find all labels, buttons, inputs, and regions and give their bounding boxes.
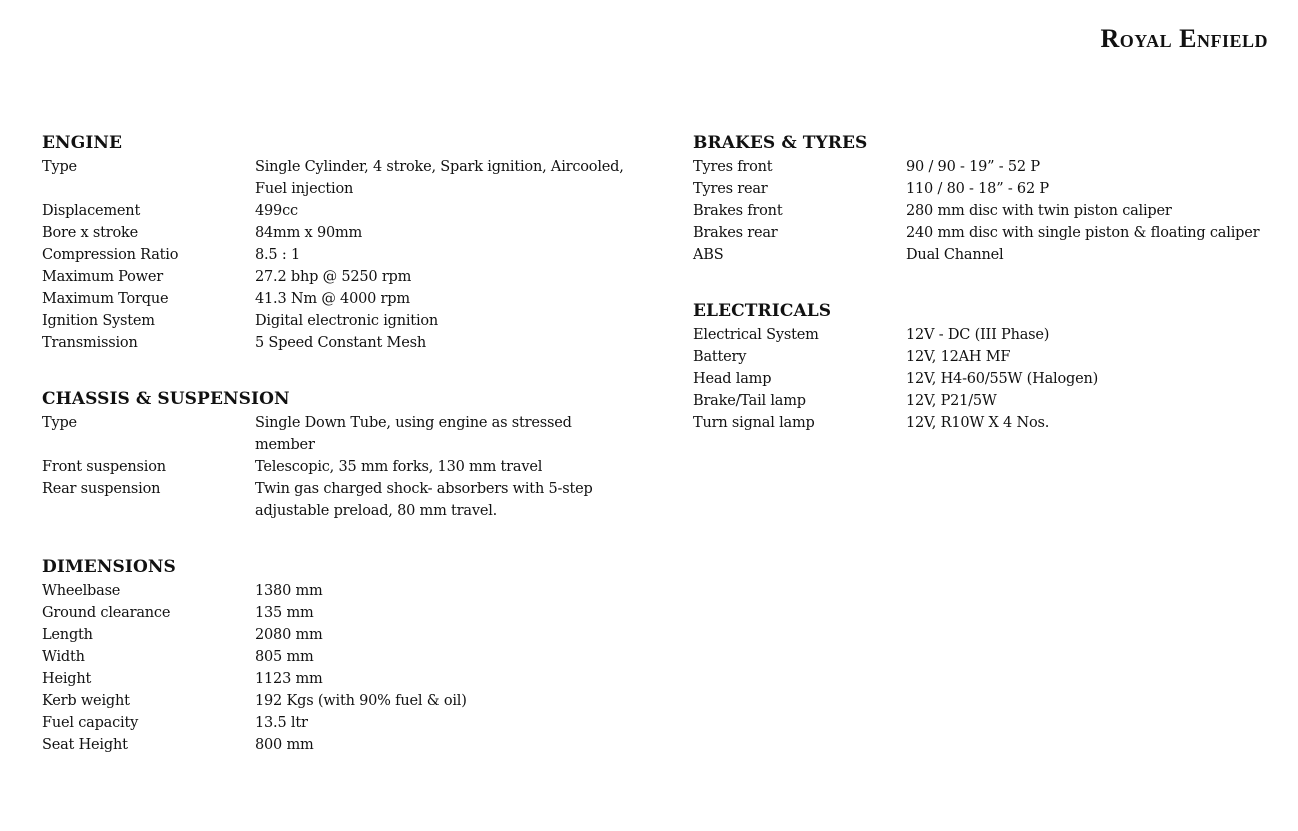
spec-label: Seat Height	[42, 737, 128, 753]
spec-row	[42, 712, 642, 734]
spec-value: 27.2 bhp @ 5250 rpm	[255, 269, 412, 285]
spec-row	[693, 178, 1283, 200]
spec-row	[693, 156, 1283, 178]
spec-value: 280 mm disc with twin piston caliper	[906, 203, 1172, 219]
section-brakes-and-tyres	[693, 133, 1283, 266]
spec-row	[693, 222, 1283, 244]
spec-row	[42, 266, 642, 288]
spec-value: 805 mm	[255, 649, 314, 665]
spec-value: 1380 mm	[255, 583, 323, 599]
spec-label: Length	[42, 627, 93, 643]
spec-label: Displacement	[42, 203, 141, 219]
spec-row	[693, 244, 1283, 266]
spec-label: Compression Ratio	[42, 247, 179, 263]
section-chassis-and-suspension	[42, 389, 642, 522]
spec-label: Width	[42, 649, 85, 665]
spec-row	[42, 332, 642, 354]
spec-row	[42, 580, 642, 602]
spec-label: Fuel capacity	[42, 715, 139, 731]
spec-label: Ignition System	[42, 313, 155, 329]
spec-row	[42, 624, 642, 646]
section-engine	[42, 133, 642, 354]
spec-row	[42, 310, 642, 332]
right-column	[693, 133, 1283, 469]
spec-row	[42, 690, 642, 712]
spec-value: 2080 mm	[255, 627, 323, 643]
spec-value: 41.3 Nm @ 4000 rpm	[255, 291, 410, 307]
spec-row	[42, 734, 642, 756]
spec-value: 135 mm	[255, 605, 314, 621]
spec-row	[42, 668, 642, 690]
spec-label: Wheelbase	[42, 583, 121, 599]
brand-logo: Royal Enfield	[1100, 24, 1268, 53]
spec-value: 12V, R10W X 4 Nos.	[906, 415, 1050, 431]
spec-value: 1123 mm	[255, 671, 323, 687]
spec-label: Front suspension	[42, 459, 166, 475]
spec-value: 12V, 12AH MF	[906, 349, 1011, 365]
spec-label: Tyres front	[693, 159, 773, 175]
section-title: CHASSIS & SUSPENSION	[42, 389, 290, 409]
spec-row	[42, 602, 642, 624]
spec-label: Tyres rear	[693, 181, 768, 197]
section-title: ELECTRICALS	[693, 301, 832, 321]
spec-value: 110 / 80 - 18” - 62 P	[906, 181, 1049, 197]
spec-row	[42, 412, 642, 456]
spec-label: Turn signal lamp	[693, 415, 815, 431]
spec-label: Head lamp	[693, 371, 772, 387]
spec-label: Battery	[693, 349, 747, 365]
spec-value: Single Cylinder, 4 stroke, Spark ignition, Aircooled, Fuel injection	[255, 159, 624, 197]
spec-row	[693, 412, 1283, 434]
spec-row	[42, 222, 642, 244]
spec-label: Rear suspension	[42, 481, 161, 497]
spec-row	[693, 346, 1283, 368]
spec-label: Brakes front	[693, 203, 783, 219]
spec-label: Bore x stroke	[42, 225, 138, 241]
spec-value: 13.5 ltr	[255, 715, 308, 731]
spec-row	[42, 200, 642, 222]
spec-value: 499cc	[255, 203, 298, 219]
spec-value: 12V - DC (III Phase)	[906, 327, 1050, 343]
spec-row	[42, 244, 642, 266]
spec-label: Kerb weight	[42, 693, 130, 709]
spec-label: Type	[42, 415, 77, 431]
spec-value: 240 mm disc with single piston & floating caliper	[906, 225, 1260, 241]
spec-value: 84mm x 90mm	[255, 225, 363, 241]
spec-value: 8.5 : 1	[255, 247, 300, 263]
spec-value: 90 / 90 - 19” - 52 P	[906, 159, 1040, 175]
spec-row	[693, 200, 1283, 222]
spec-label: Height	[42, 671, 92, 687]
spec-label: Maximum Torque	[42, 291, 169, 307]
spec-value: Twin gas charged shock- absorbers with 5-step adjustable preload, 80 mm travel.	[255, 481, 593, 519]
spec-value: 12V, P21/5W	[906, 393, 997, 409]
spec-value: Digital electronic ignition	[255, 313, 439, 329]
spec-value: Dual Channel	[906, 247, 1004, 263]
spec-value: Telescopic, 35 mm forks, 130 mm travel	[255, 459, 543, 475]
spec-row	[42, 456, 642, 478]
spec-label: Type	[42, 159, 77, 175]
spec-row	[693, 324, 1283, 346]
spec-value: 12V, H4-60/55W (Halogen)	[906, 371, 1099, 387]
spec-row	[693, 390, 1283, 412]
spec-row	[42, 478, 642, 522]
spec-row	[42, 288, 642, 310]
spec-label: Brake/Tail lamp	[693, 393, 806, 409]
spec-row	[693, 368, 1283, 390]
spec-value: 5 Speed Constant Mesh	[255, 335, 426, 351]
spec-value: 192 Kgs (with 90% fuel & oil)	[255, 693, 467, 709]
spec-value: 800 mm	[255, 737, 314, 753]
spec-label: Brakes rear	[693, 225, 778, 241]
section-title: ENGINE	[42, 133, 123, 153]
spec-row	[42, 646, 642, 668]
spec-label: Ground clearance	[42, 605, 171, 621]
spec-row	[42, 156, 642, 200]
spec-value: Single Down Tube, using engine as stressed member	[255, 415, 572, 453]
spec-label: Maximum Power	[42, 269, 163, 285]
spec-label: Electrical System	[693, 327, 819, 343]
left-column	[42, 133, 642, 791]
section-dimensions	[42, 557, 642, 756]
spec-label: ABS	[693, 247, 724, 263]
section-title: DIMENSIONS	[42, 557, 176, 577]
section-title: BRAKES & TYRES	[693, 133, 868, 153]
section-electricals	[693, 301, 1283, 434]
spec-label: Transmission	[42, 335, 138, 351]
